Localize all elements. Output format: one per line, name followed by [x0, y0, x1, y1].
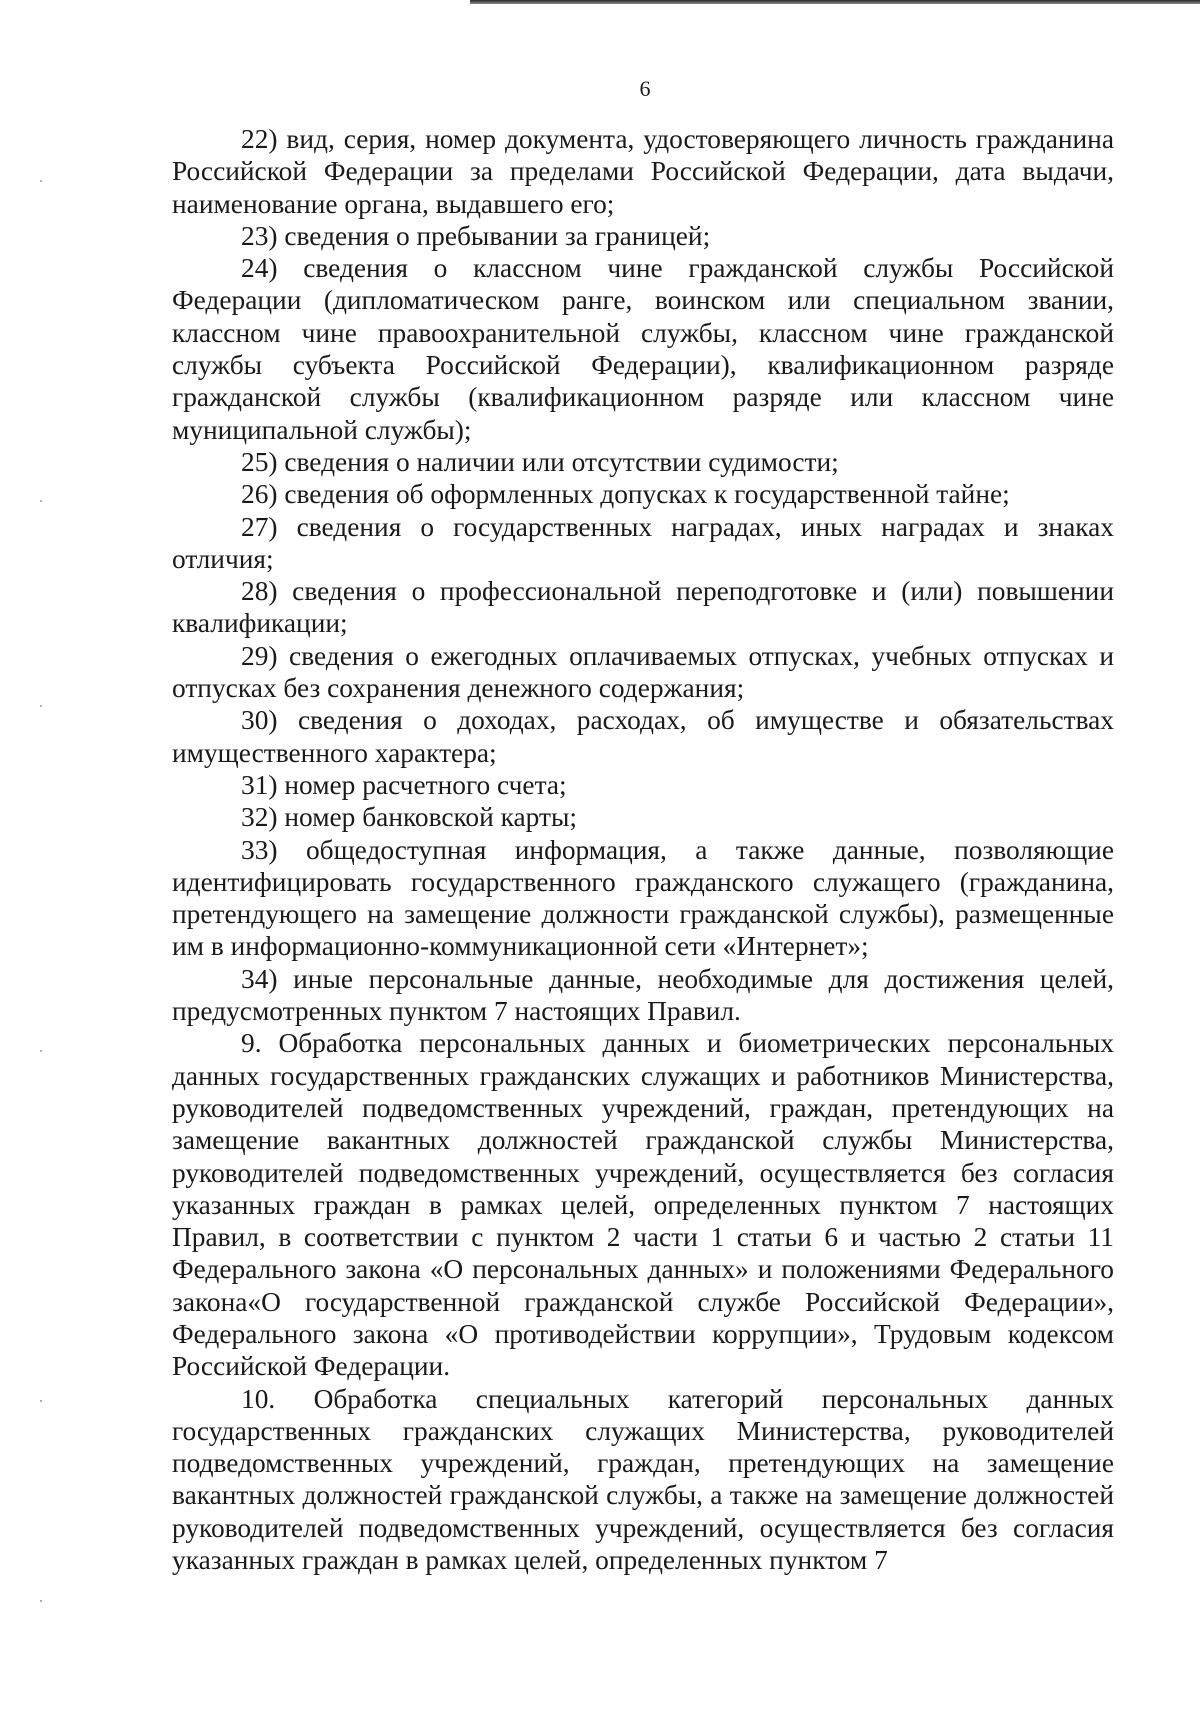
paragraph-item-24: 24) сведения о классном чине гражданской службы Российской Федерации (дипломатическом ранге, воинском или специальном звании, классном чине правоохранительной службы, классном чине гражданской службы субъекта Российской Федерации), квалификационном разряде гражданской службы (квалификационном разряде или классном чине муниципальной службы);	[172, 253, 1114, 445]
scan-speck	[40, 500, 42, 502]
document-body	[172, 123, 1114, 1576]
paragraph-item-22: 22) вид, серия, номер документа, удостоверяющего личность гражданина Российской Федерации за пределами Российской Федерации, дата выдачи, наименование органа, выдавшего его;	[172, 124, 1114, 219]
scan-speck	[40, 705, 42, 707]
scan-speck	[40, 1050, 42, 1052]
paragraph-item-34: 34) иные персональные данные, необходимые для достижения целей, предусмотренных пунктом 7 настоящих Правил.	[172, 963, 1114, 1027]
paragraph-item-33: 33) общедоступная информация, а также данные, позволяющие идентифицировать государственного гражданского служащего (гражданина, претендующего на замещение должности гражданской службы), размещенные им в информационно-коммуникационной сети «Интернет»;	[172, 834, 1114, 962]
paragraph-section-10: 10. Обработка специальных категорий персональных данных государственных гражданских служащих Министерства, руководителей подведомственных учреждений, граждан, претендующих на замещение вакантных должностей гражданской службы, а также на замещение должностей руководителей подведомственных учреждений, осуществляется без согласия указанных граждан в рамках целей, определенных пунктом 7	[172, 1383, 1114, 1576]
paragraph-item-31: 31) номер расчетного счета;	[241, 769, 567, 800]
scan-edge-line	[470, 0, 1200, 4]
paragraph-item-30: 30) сведения о доходах, расходах, об имуществе и обязательствах имущественного характера;	[172, 705, 1114, 768]
scan-speck	[40, 1600, 42, 1602]
paragraph-item-26: 26) сведения об оформленных допусках к государственной тайне;	[241, 479, 1010, 510]
paragraph-item-29: 29) сведения о ежегодных оплачиваемых отпусках, учебных отпусках и отпусках без сохранения денежного содержания;	[172, 640, 1114, 704]
paragraph-item-28: 28) сведения о профессиональной переподготовке и (или) повышении квалификации;	[172, 576, 1114, 639]
scan-speck	[40, 180, 42, 182]
page-number: 6	[639, 76, 651, 101]
paragraph-item-25: 25) сведения о наличии или отсутствии судимости;	[241, 446, 839, 477]
scan-specks	[40, 0, 50, 1713]
paragraph-section-9: 9. Обработка персональных данных и биометрических персональных данных государственных гражданских служащих и работников Министерства, руководителей подведомственных учреждений, граждан, претендующих на замещение вакантных должностей гражданской службы Министерства, руководителей подведомственных учреждений, осуществляется без согласия указанных граждан в рамках целей, определенных пунктом 7 настоящих Правил, в соответствии с пунктом 2 части 1 статьи 6 и частью 2 статьи 11 Федерального закона «О персональных данных» и положениями Федерального закона«О государственной гражданской службе Российской Федерации», Федерального закона «О противодействии коррупции», Трудовым кодексом Российской Федерации.	[172, 1028, 1114, 1382]
scan-speck	[40, 1400, 42, 1402]
paragraph-item-32: 32) номер банковской карты;	[241, 802, 578, 833]
paragraph-item-27: 27) сведения о государственных наградах, иных наградах и знаках отличия;	[172, 511, 1114, 574]
paragraph-item-23: 23) сведения о пребывании за границей;	[241, 220, 711, 251]
